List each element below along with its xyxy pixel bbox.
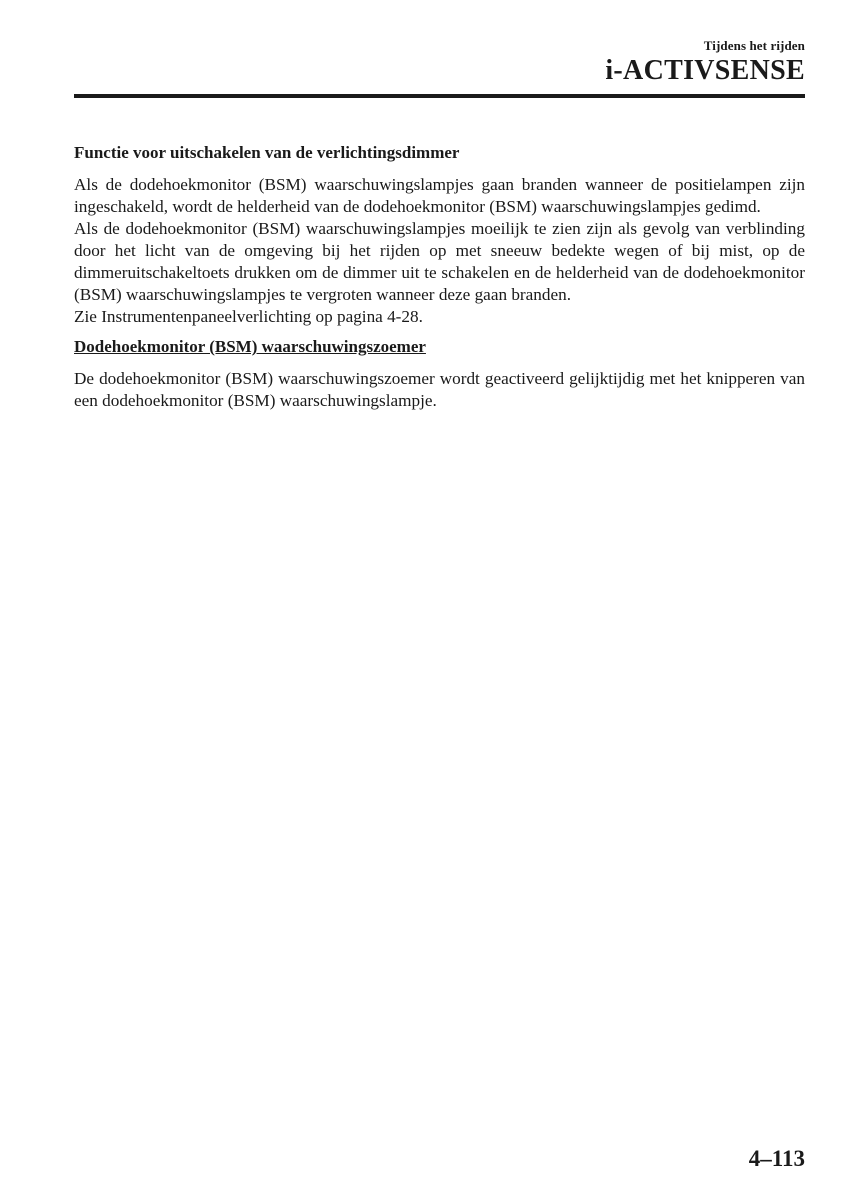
- main-content: [74, 142, 805, 412]
- header-divider: [74, 94, 805, 98]
- page-title: i-ACTIVSENSE: [605, 55, 805, 86]
- subsection-heading: Dodehoekmonitor (BSM) waarschuwingszoemer: [74, 337, 426, 356]
- body-paragraph: Als de dodehoekmonitor (BSM) waarschuwingslampjes moeilijk te zien zijn als gevolg van verblinding door het licht van de omgeving bij het rijden op met sneeuw bedekte wegen of bij mist, op de dimmeruitschakeltoets drukken om de dimmer uit te schakelen en de helderheid van de dodehoekmonitor (BSM) waarschuwingslampjes te vergroten wanneer deze gaan branden.: [74, 219, 805, 304]
- page-number: 4–113: [748, 1146, 805, 1171]
- body-paragraph: De dodehoekmonitor (BSM) waarschuwingszoemer wordt geactiveerd gelijktijdig met het knipperen van een dodehoekmonitor (BSM) waarschuwingslampje.: [74, 369, 805, 410]
- body-paragraph: Als de dodehoekmonitor (BSM) waarschuwingslampjes gaan branden wanneer de positielampen zijn ingeschakeld, wordt de helderheid van de dodehoekmonitor (BSM) waarschuwingslampjes gedimd.: [74, 175, 805, 216]
- cross-reference: Zie Instrumentenpaneelverlichting op pagina 4-28.: [74, 307, 423, 326]
- section-heading: Functie voor uitschakelen van de verlichtingsdimmer: [74, 143, 460, 162]
- chapter-label: Tijdens het rijden: [703, 38, 805, 53]
